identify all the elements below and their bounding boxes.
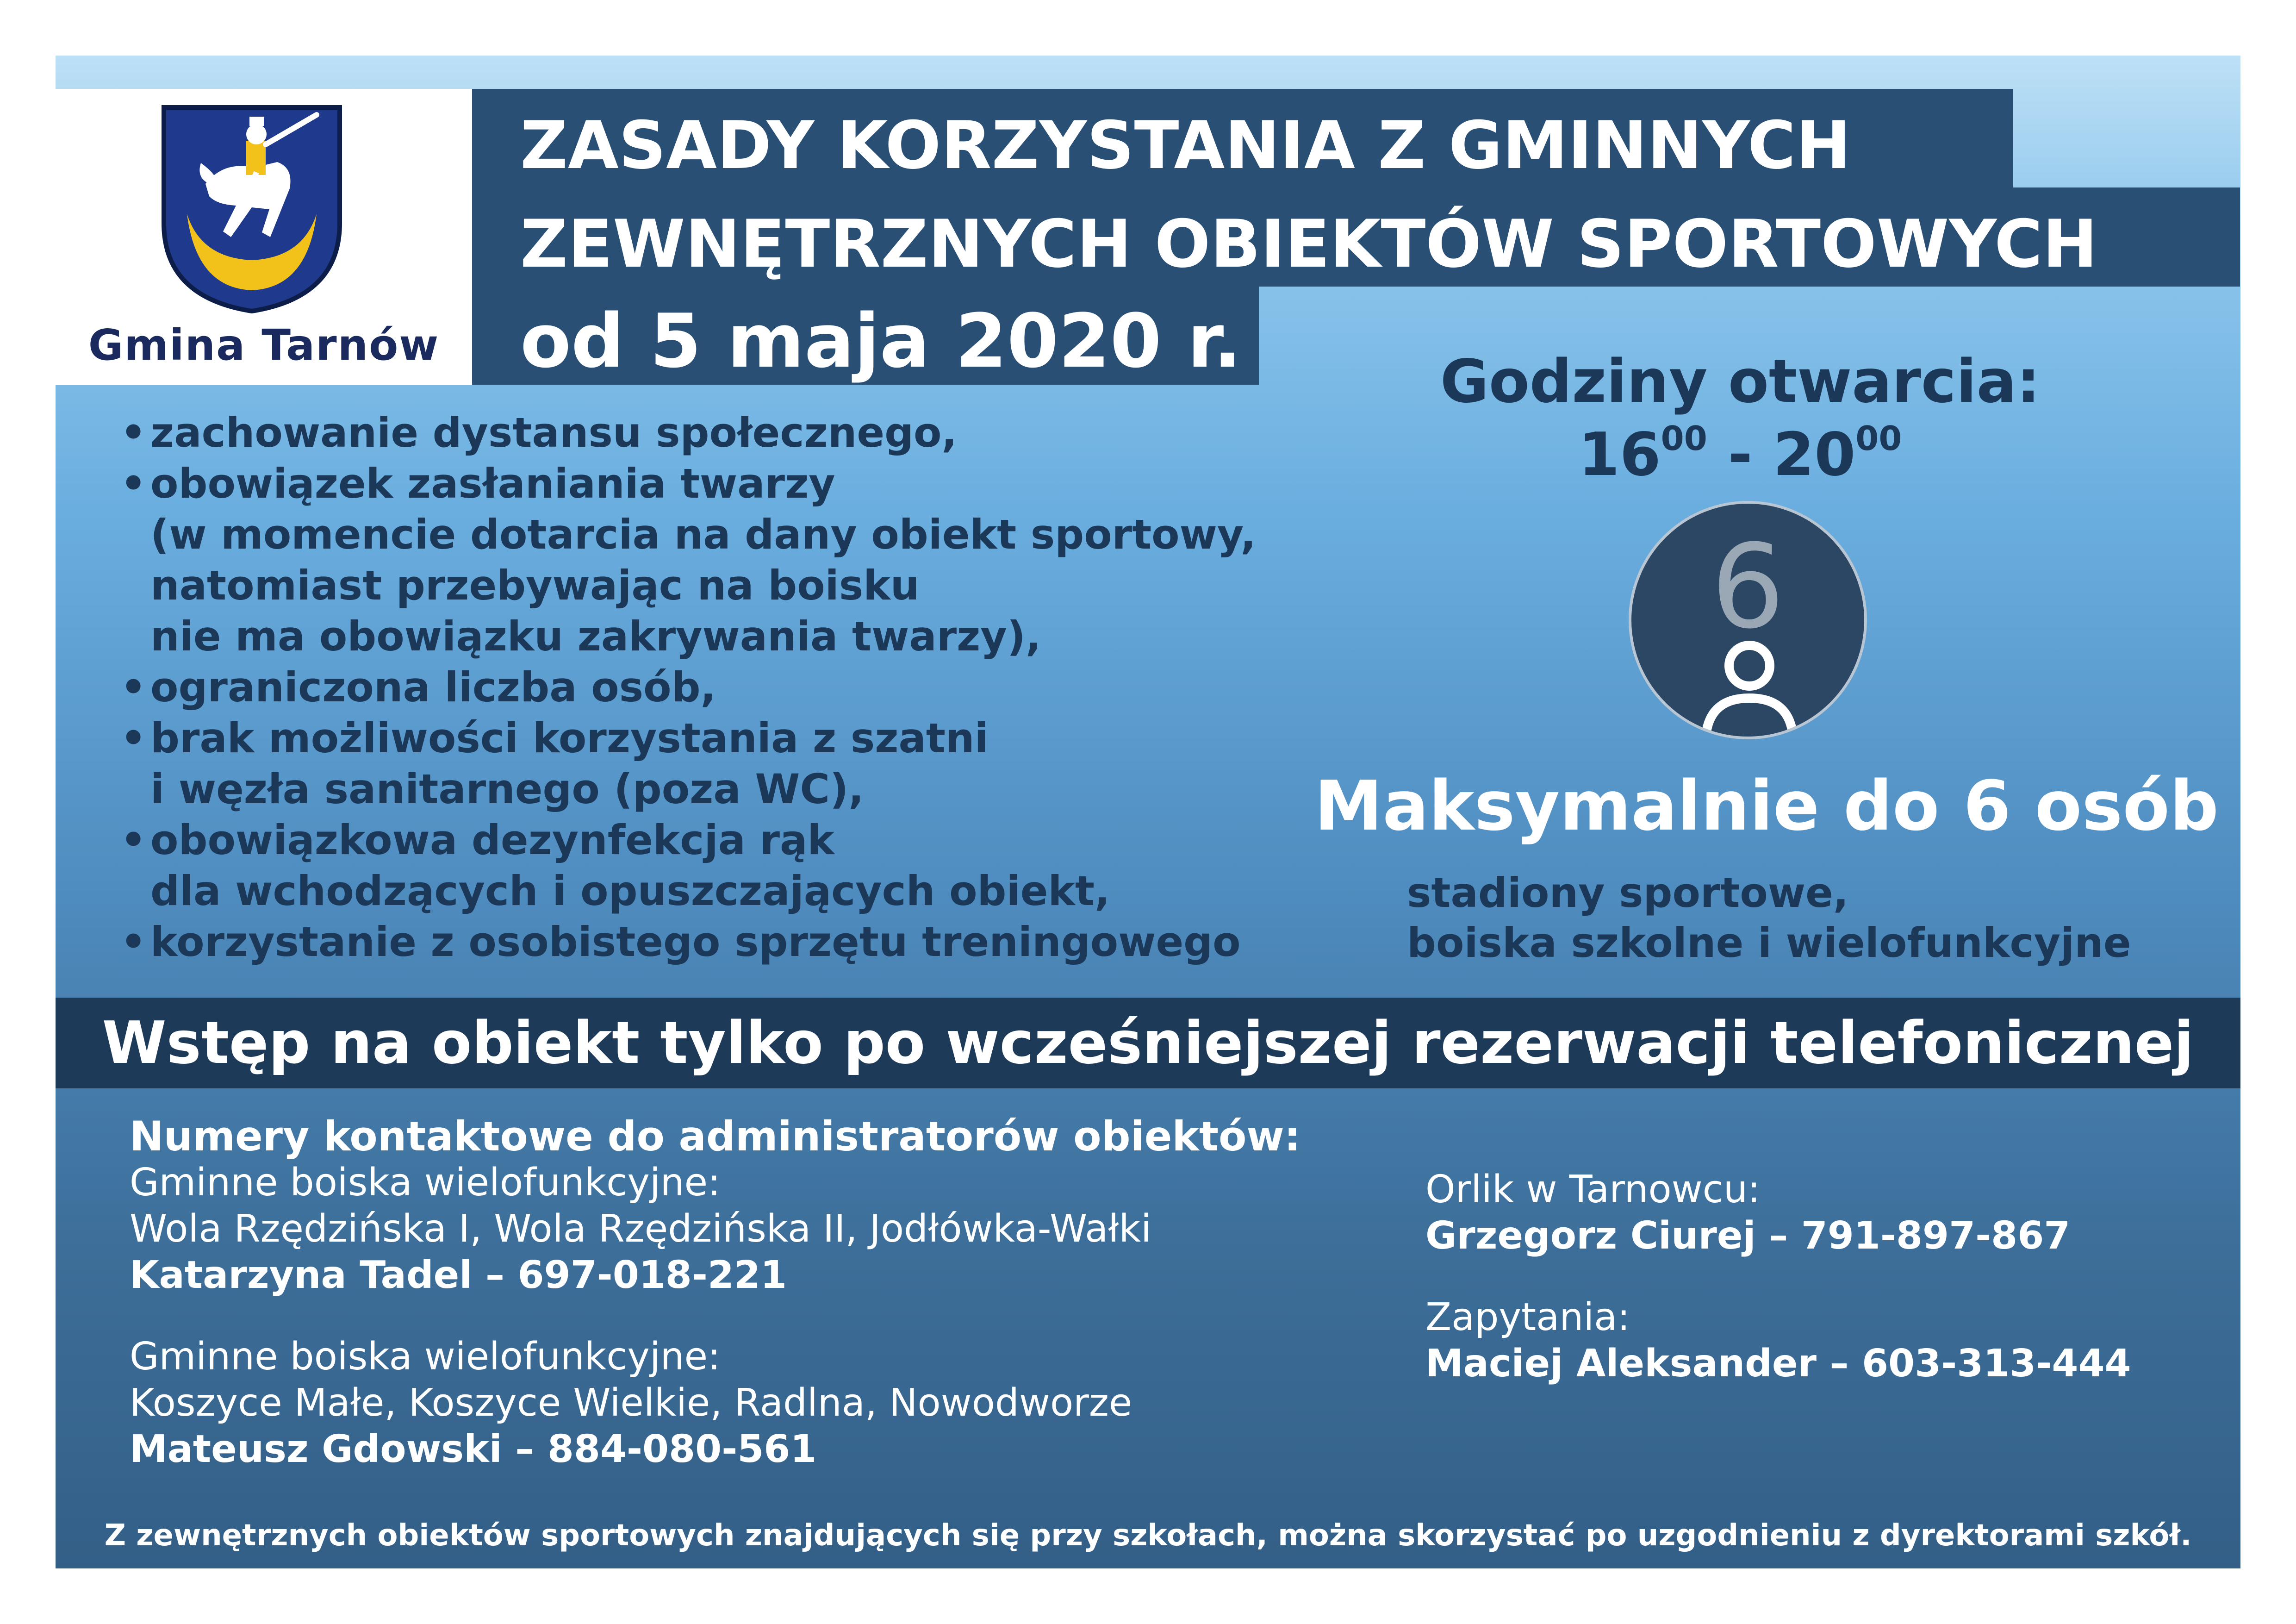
title-line-1: ZASADY KORZYSTANIA Z GMINNYCH <box>472 89 2013 190</box>
rule-item: • obowiązkowa dezynfekcja rąk <box>120 815 1347 866</box>
rule-item: • brak możliwości korzystania z szatni <box>120 713 1347 764</box>
group1-places: Wola Rzędzińska I, Wola Rzędzińska II, Jodłówka-Wałki <box>130 1207 1151 1251</box>
questions-label: Zapytania: <box>1425 1295 1630 1339</box>
questions-contact: Maciej Aleksander – 603-313-444 <box>1425 1342 2131 1386</box>
group1-label: Gminne boiska wielofunkcyjne: <box>130 1161 721 1205</box>
rule-item-continuation: dla wchodzących i opuszczających obiekt, <box>150 867 1110 915</box>
capacity-number: 6 <box>1711 519 1785 654</box>
hours-to: 20 <box>1773 420 1856 489</box>
logo <box>56 89 472 385</box>
group2-places: Koszyce Małe, Koszyce Wielkie, Radlna, Nowodworze <box>130 1381 1132 1425</box>
capacity-text: Maksymalnie do 6 osób <box>1314 766 2219 846</box>
coat-of-arms-icon <box>155 98 349 316</box>
rule-item: • ograniczona liczba osób, <box>120 662 1347 713</box>
venues-line: boiska szkolne i wielofunkcyjne <box>1407 919 2131 967</box>
contacts-heading: Numery kontaktowe do administratorów obiektów: <box>130 1112 1300 1160</box>
rule-item: • obowiązek zasłaniania twarzy <box>120 458 1347 509</box>
logo-name: Gmina Tarnów <box>88 320 440 370</box>
orlik-label: Orlik w Tarnowcu: <box>1425 1168 1761 1212</box>
opening-hours-title: Godziny otwarcia: <box>1440 347 2041 416</box>
rule-item: • zachowanie dystansu społecznego, <box>120 407 1347 458</box>
group1-contact: Katarzyna Tadel – 697-018-221 <box>130 1253 787 1297</box>
rules-list <box>120 407 1347 968</box>
poster <box>56 56 2240 1568</box>
rule-item-continuation: i węzła sanitarnego (poza WC), <box>150 765 864 813</box>
hours-separator: - <box>1707 420 1773 489</box>
opening-hours <box>1351 419 2129 489</box>
hours-from-minutes: 00 <box>1661 419 1707 458</box>
contacts-right <box>1425 1167 2212 1387</box>
venues <box>1407 868 2194 968</box>
reservation-banner: Wstęp na obiekt tylko po wcześniejszej rezerwacji telefonicznej <box>56 998 2240 1088</box>
orlik-contact: Grzegorz Ciurej – 791-897-867 <box>1425 1214 2071 1258</box>
footnote: Z zewnętrznych obiektów sportowych znajdujących się przy szkołach, można skorzystać po uzgodnieniu z dyrektorami szkół. <box>104 1518 2192 1553</box>
title-date: od 5 maja 2020 r. <box>472 285 1259 385</box>
capacity-badge <box>1629 501 1867 739</box>
group2-label: Gminne boiska wielofunkcyjne: <box>130 1335 721 1379</box>
rule-item-continuation: nie ma obowiązku zakrywania twarzy), <box>150 612 1041 660</box>
person-icon <box>1696 638 1803 739</box>
venues-line: stadiony sportowe, <box>1407 869 1849 917</box>
hours-to-minutes: 00 <box>1855 419 1902 458</box>
rule-item: • korzystanie z osobistego sprzętu treningowego <box>120 917 1347 968</box>
hours-from: 16 <box>1578 420 1661 489</box>
contacts-left <box>130 1113 1379 1473</box>
group2-contact: Mateusz Gdowski – 884-080-561 <box>130 1427 817 1471</box>
rule-item-continuation: (w momencie dotarcia na dany obiekt sportowy, <box>150 511 1256 558</box>
title-line-2: ZEWNĘTRZNYCH OBIEKTÓW SPORTOWYCH <box>472 187 2240 287</box>
rule-item-continuation: natomiast przebywając na boisku <box>150 562 920 609</box>
